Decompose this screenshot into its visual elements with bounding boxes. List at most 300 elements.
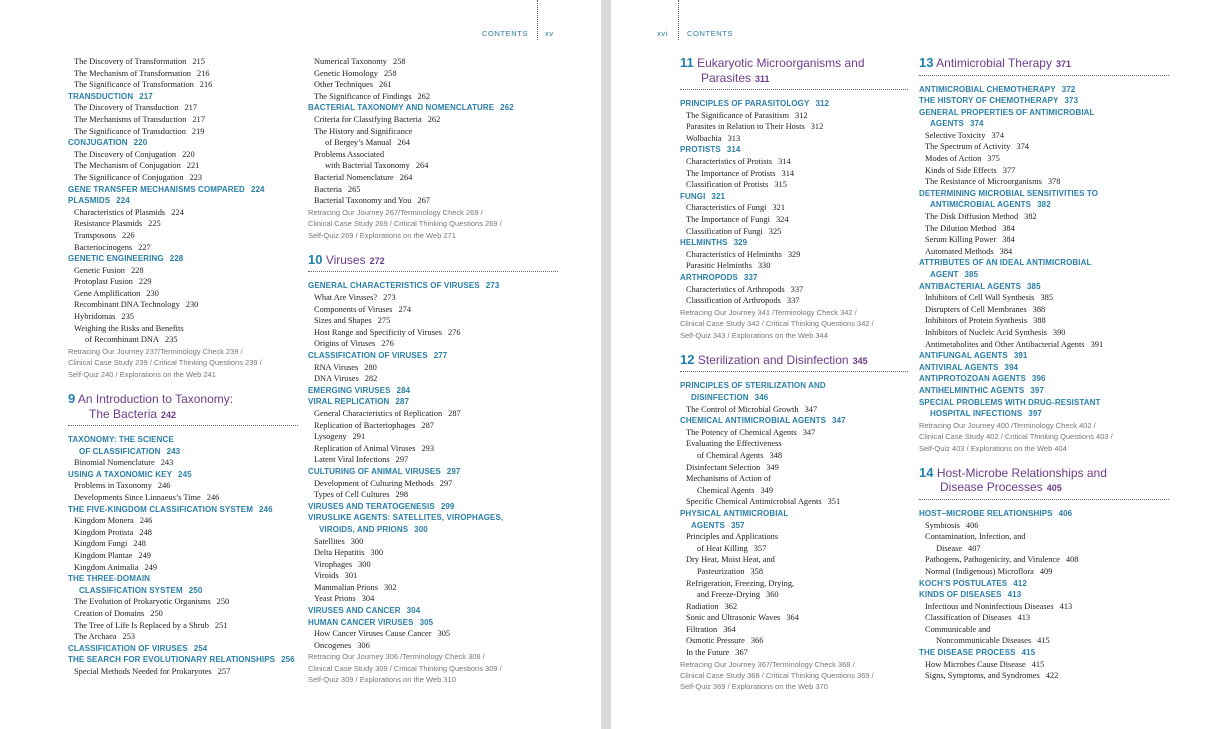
page-ref: 219 bbox=[191, 126, 205, 136]
section-heading-text: PLASMIDS bbox=[68, 196, 111, 206]
toc-entry-text: The Mechanism of Conjugation bbox=[74, 161, 181, 171]
page-ref: 347 bbox=[804, 404, 818, 414]
page-ref: 300 bbox=[350, 536, 364, 546]
page-ref: 215 bbox=[192, 57, 205, 66]
toc-entry-text: Development of Culturing Methods bbox=[314, 478, 434, 488]
page-ref: 221 bbox=[186, 161, 200, 171]
chapter-name: The Bacteria bbox=[89, 406, 158, 421]
toc-entry-text: The Significance of Transduction bbox=[74, 126, 186, 136]
toc-entry-text: Protoplast Fusion bbox=[74, 277, 133, 287]
toc-entry bbox=[308, 160, 558, 172]
page-ref: 384 bbox=[1002, 235, 1015, 245]
toc-entry-text: Osmotic Pressure bbox=[686, 636, 745, 646]
toc-entry bbox=[680, 496, 908, 508]
chapter-number: 14 bbox=[919, 464, 934, 480]
toc-entry-text: Genetic Fusion bbox=[74, 265, 125, 275]
chapter-rule bbox=[680, 86, 908, 90]
page-ref: 413 bbox=[1059, 601, 1073, 611]
toc-entry-text: Yeast Prions bbox=[314, 594, 356, 604]
end-matter-line: Clinical Case Study 309 / Critical Thinking Questions 309 / bbox=[308, 663, 502, 673]
toc-entry-text: Recombinant DNA Technology bbox=[74, 300, 180, 310]
page-ref: 258 bbox=[383, 68, 397, 78]
section-heading-text: HOSPITAL INFECTIONS bbox=[930, 409, 1023, 419]
chapter-page: 242 bbox=[161, 409, 177, 420]
section-heading-text: DETERMINING MICROBIAL SENSITIVITIES TO bbox=[919, 188, 1099, 198]
toc-entry-text: Classification of Fungi bbox=[686, 226, 763, 236]
toc-entry bbox=[680, 121, 908, 133]
page-ref: 216 bbox=[199, 80, 213, 90]
section-heading bbox=[919, 350, 1169, 362]
chapter-title bbox=[680, 56, 908, 71]
section-heading-text: VIRUSES AND TERATOGENESIS bbox=[308, 501, 435, 511]
page-ref: 351 bbox=[827, 497, 841, 507]
toc-entry bbox=[308, 431, 558, 443]
toc-entry bbox=[308, 327, 558, 339]
toc-entry bbox=[308, 149, 558, 161]
toc-entry-text: Bacterial Nomenclature bbox=[314, 172, 394, 182]
page-ref: 264 bbox=[399, 172, 413, 182]
toc-entry bbox=[68, 666, 298, 678]
section-heading bbox=[680, 98, 908, 110]
toc-entry bbox=[919, 339, 1169, 351]
page-ref: 415 bbox=[1031, 659, 1045, 669]
page-ref: 330 bbox=[757, 261, 771, 271]
toc-entry-text: Specific Chemical Antimicrobial Agents bbox=[686, 497, 822, 507]
page-ref: 384 bbox=[999, 246, 1013, 256]
toc-entry bbox=[308, 478, 558, 490]
section-heading bbox=[68, 643, 298, 655]
toc-entry-text: Infectious and Noninfectious Diseases bbox=[925, 601, 1054, 611]
section-heading bbox=[68, 469, 298, 481]
section-heading-text: EMERGING VIRUSES bbox=[308, 385, 391, 395]
toc-entry-text: Pathogens, Pathogenicity, and Virulence bbox=[925, 555, 1060, 565]
toc-entry-text: of Bergey’s Manual bbox=[325, 138, 392, 148]
section-heading bbox=[680, 237, 908, 249]
section-heading bbox=[680, 380, 908, 392]
page-ref: 364 bbox=[723, 624, 736, 634]
page-ref: 391 bbox=[1013, 351, 1028, 361]
toc-entry-text: Virophages bbox=[314, 559, 353, 569]
chapter-rule bbox=[919, 496, 1169, 500]
toc-entry-text: The Importance of Fungi bbox=[686, 214, 770, 224]
section-heading bbox=[680, 415, 908, 427]
toc-entry-text: How Microbes Cause Disease bbox=[925, 659, 1026, 669]
page-number bbox=[545, 29, 554, 38]
toc-entry-text: Disrupters of Cell Membranes bbox=[925, 304, 1027, 314]
toc-entry bbox=[308, 570, 558, 582]
page-ref: 254 bbox=[193, 643, 208, 653]
toc-entry-text: Wolbachia bbox=[686, 133, 722, 143]
toc-entry-text: RNA Viruses bbox=[314, 362, 359, 372]
chapter-page: 405 bbox=[1046, 483, 1062, 494]
page-ref: 287 bbox=[421, 420, 434, 430]
toc-entry bbox=[308, 547, 558, 559]
toc-entry bbox=[680, 214, 908, 226]
toc-entry bbox=[680, 589, 908, 601]
toc-entry-text: What Are Viruses? bbox=[314, 293, 378, 303]
toc-entry bbox=[680, 179, 908, 191]
chapter-name: An Introduction to Taxonomy: bbox=[77, 392, 234, 407]
section-heading bbox=[919, 578, 1169, 590]
toc-entry bbox=[919, 153, 1169, 165]
section-heading bbox=[919, 647, 1169, 659]
page-ref: 265 bbox=[347, 184, 361, 194]
section-heading bbox=[68, 195, 298, 207]
page-ref: 391 bbox=[1090, 339, 1104, 349]
page-ref: 304 bbox=[406, 606, 421, 616]
page-ref: 360 bbox=[766, 590, 779, 600]
page-ref: 225 bbox=[148, 219, 161, 229]
toc-entry-text: Kingdom Plantae bbox=[74, 551, 133, 560]
page-ref: 301 bbox=[344, 571, 358, 581]
page-ref: 373 bbox=[1064, 96, 1079, 106]
end-matter-line: Clinical Case Study 239 / Critical Thinking Questions 239 / bbox=[68, 358, 262, 368]
chapter-name: Host-Microbe Relationships and bbox=[936, 465, 1107, 480]
section-heading-text: ARTHROPODS bbox=[680, 272, 738, 282]
toc-entry-text: Symbiosis bbox=[925, 520, 960, 530]
chapter-title bbox=[680, 353, 908, 369]
page-ref: 224 bbox=[116, 196, 130, 206]
toc-entry bbox=[919, 670, 1169, 682]
toc-entry-text: The Mechanisms of Transduction bbox=[74, 114, 187, 124]
section-heading-text: SPECIAL PROBLEMS WITH DRUG-RESISTANT bbox=[919, 397, 1101, 407]
toc-entry-text: DNA Viruses bbox=[314, 374, 359, 384]
page-ref: 246 bbox=[157, 481, 171, 491]
toc-entry-text: Delta Hepatitis bbox=[314, 548, 365, 558]
section-heading bbox=[919, 269, 1169, 281]
section-heading-text: KINDS OF DISEASES bbox=[919, 590, 1002, 600]
toc-entry bbox=[68, 631, 298, 643]
page-ref: 261 bbox=[379, 80, 392, 90]
section-heading bbox=[308, 512, 558, 524]
toc-entry bbox=[919, 531, 1169, 543]
end-matter-line: Clinical Case Study 269 / Critical Thinking Questions 269 / bbox=[308, 219, 502, 229]
toc-entry bbox=[308, 593, 558, 605]
toc-entry-text: The Mechanism of Transformation bbox=[74, 68, 191, 78]
page-ref: 357 bbox=[753, 543, 767, 553]
page-ref: 406 bbox=[965, 520, 979, 530]
toc-entry bbox=[68, 149, 298, 161]
page-ref: 217 bbox=[192, 114, 205, 124]
toc-entry bbox=[919, 292, 1169, 304]
toc-entry-text: Noncommunicable Diseases bbox=[936, 636, 1032, 646]
toc-entry bbox=[680, 438, 908, 450]
toc-entry bbox=[68, 207, 298, 219]
section-heading-text: GENERAL PROPERTIES OF ANTIMICROBIAL bbox=[919, 107, 1095, 117]
page-ref: 275 bbox=[377, 316, 391, 326]
end-matter-line: Retracing Our Journey 237/Terminology Check 239 / bbox=[68, 346, 243, 356]
section-heading bbox=[68, 573, 298, 585]
end-matter-line: Self-Quiz 240 / Explorations on the Web 241 bbox=[68, 369, 216, 379]
page-ref: 324 bbox=[775, 214, 789, 224]
section-heading bbox=[68, 434, 298, 446]
end-matter-line: Self-Quiz 269 / Explorations on the Web 271 bbox=[308, 230, 456, 240]
page-ref: 314 bbox=[726, 145, 741, 155]
page-ref: 297 bbox=[439, 478, 453, 488]
chapter-title bbox=[68, 392, 298, 407]
chapter-name: Eukaryotic Microorganisms and bbox=[697, 56, 865, 70]
toc-entry bbox=[68, 299, 298, 311]
toc-column bbox=[680, 56, 908, 693]
toc-entry-text: Principles and Applications bbox=[686, 532, 779, 542]
page-ref: 299 bbox=[440, 501, 455, 511]
page-ref: 312 bbox=[795, 110, 808, 120]
toc-entry bbox=[308, 640, 558, 652]
header-divider bbox=[678, 0, 679, 40]
page-ref: 304 bbox=[361, 594, 375, 604]
page-ref: 256 bbox=[281, 655, 295, 665]
chapter-name: Sterilization and Disinfection bbox=[697, 352, 849, 367]
toc-entry-text: The Evolution of Prokaryotic Organisms bbox=[74, 597, 211, 607]
page-ref: 243 bbox=[166, 446, 181, 456]
toc-entry-text: The Resistance of Microorganisms bbox=[925, 177, 1042, 187]
end-matter-line: Self-Quiz 403 / Explorations on the Web 404 bbox=[919, 443, 1067, 453]
toc-entry-text: The Significance of Findings bbox=[314, 91, 412, 101]
toc-entry bbox=[68, 480, 298, 492]
toc-entry bbox=[680, 260, 908, 272]
page-ref: 397 bbox=[1028, 409, 1042, 419]
section-heading bbox=[919, 118, 1169, 130]
toc-entry-text: Refrigeration, Freezing, Drying, bbox=[686, 578, 795, 588]
page-ref: 374 bbox=[1016, 142, 1029, 152]
toc-entry-text: Developments Since Linnaeus’s Time bbox=[74, 493, 201, 503]
toc-entry-text: General Characteristics of Replication bbox=[314, 408, 443, 418]
section-heading-text: GENE TRANSFER MECHANISMS COMPARED bbox=[68, 184, 245, 194]
page-ref: 287 bbox=[448, 408, 461, 418]
section-heading-text: CULTURING OF ANIMAL VIRUSES bbox=[308, 466, 441, 476]
section-heading-text: THE HISTORY OF CHEMOTHERAPY bbox=[919, 96, 1059, 106]
section-heading-text: CHEMICAL ANTIMICROBIAL AGENTS bbox=[680, 416, 827, 426]
toc-entry-text: Hybridomas bbox=[74, 312, 116, 322]
page-ref: 312 bbox=[810, 122, 824, 132]
toc-entry bbox=[680, 156, 908, 168]
section-heading-text: KOCH’S POSTULATES bbox=[919, 578, 1008, 588]
section-heading-text: FUNGI bbox=[680, 191, 706, 201]
end-matter-line: Retracing Our Journey 341 /Terminology Check 342 / bbox=[680, 307, 857, 317]
toc-entry bbox=[680, 133, 908, 145]
toc-entry-text: Lysogeny bbox=[314, 432, 347, 442]
toc-entry bbox=[68, 160, 298, 172]
page-ref: 224 bbox=[250, 184, 265, 194]
section-heading bbox=[919, 107, 1169, 119]
chapter-name: Parasites bbox=[701, 70, 752, 85]
page-ref: 246 bbox=[259, 504, 273, 514]
page-ref: 415 bbox=[1037, 636, 1050, 646]
toc-entry-text: The Significance of Parasitism bbox=[686, 110, 790, 120]
toc-entry bbox=[68, 68, 298, 80]
toc-entry-text: Gene Amplification bbox=[74, 288, 141, 298]
toc-entry-text: Serum Killing Power bbox=[925, 235, 997, 245]
toc-entry bbox=[919, 601, 1169, 613]
section-heading bbox=[68, 137, 298, 149]
toc-entry bbox=[308, 489, 558, 501]
section-heading bbox=[919, 257, 1169, 269]
toc-entry-text: Bacterial Taxonomy and You bbox=[314, 196, 412, 206]
toc-column bbox=[919, 56, 1169, 682]
toc-entry bbox=[308, 338, 558, 350]
page-ref: 314 bbox=[781, 168, 795, 178]
section-heading bbox=[919, 408, 1169, 420]
toc-entry bbox=[308, 292, 558, 304]
toc-entry bbox=[919, 520, 1169, 532]
running-head bbox=[687, 29, 733, 38]
chapter-rule bbox=[919, 72, 1169, 76]
page-ref: 300 bbox=[414, 524, 428, 534]
toc-entry-text: The Potency of Chemical Agents bbox=[686, 427, 797, 437]
toc-entry bbox=[308, 184, 558, 196]
page-ref: 390 bbox=[1052, 327, 1066, 337]
toc-entry bbox=[68, 562, 298, 574]
section-heading-text: THE THREE-DOMAIN bbox=[68, 574, 151, 584]
page-ref: 374 bbox=[969, 119, 984, 129]
page-ref: 382 bbox=[1024, 212, 1037, 222]
page-ref: 413 bbox=[1007, 590, 1022, 600]
page-ref: 277 bbox=[433, 351, 448, 360]
end-matter-line: Retracing Our Journey 400 /Terminology Check 402 / bbox=[919, 420, 1096, 430]
toc-entry-text: Evaluating the Effectiveness bbox=[686, 439, 782, 449]
section-heading bbox=[308, 524, 558, 536]
toc-entry bbox=[308, 582, 558, 594]
toc-entry bbox=[68, 172, 298, 184]
section-heading-text: VIRUSLIKE AGENTS: SATELLITES, VIROPHAGES, bbox=[308, 513, 504, 523]
page-ref: 287 bbox=[395, 397, 410, 407]
page-ref: 220 bbox=[133, 138, 148, 148]
toc-entry-text: Host Range and Specificity of Viruses bbox=[314, 327, 442, 337]
toc-entry bbox=[308, 408, 558, 420]
toc-entry-text: and Freeze-Drying bbox=[697, 590, 761, 600]
page-ref: 267 bbox=[417, 196, 430, 206]
toc-entry bbox=[680, 249, 908, 261]
toc-entry bbox=[68, 550, 298, 562]
section-heading-text: DISINFECTION bbox=[691, 393, 749, 402]
toc-entry bbox=[308, 362, 558, 374]
toc-entry-text: with Bacterial Taxonomy bbox=[325, 161, 410, 171]
section-heading-text: ANTIVIRAL AGENTS bbox=[919, 362, 999, 372]
toc-entry bbox=[68, 515, 298, 527]
toc-entry-text: of Chemical Agents bbox=[697, 450, 764, 460]
section-heading bbox=[308, 385, 558, 397]
page-ref: 250 bbox=[150, 608, 163, 618]
section-heading bbox=[68, 253, 298, 265]
section-heading bbox=[680, 144, 908, 156]
toc-entry bbox=[680, 543, 908, 555]
page-ref: 329 bbox=[733, 238, 748, 248]
page-ref: 337 bbox=[743, 272, 758, 282]
end-matter-line: Clinical Case Study 342 / Critical Thinking Questions 342 / bbox=[680, 319, 874, 329]
page-ref: 397 bbox=[1030, 385, 1045, 395]
page-ref: 407 bbox=[968, 543, 981, 553]
page-ref: 273 bbox=[485, 281, 500, 291]
page-ref: 305 bbox=[419, 617, 434, 627]
toc-entry bbox=[680, 295, 908, 307]
section-heading bbox=[680, 191, 908, 203]
toc-entry bbox=[680, 450, 908, 462]
page-ref: 298 bbox=[395, 490, 409, 500]
section-heading-text: CLASSIFICATION OF VIRUSES bbox=[308, 351, 428, 360]
section-heading bbox=[308, 605, 558, 617]
page-ref: 412 bbox=[1013, 578, 1027, 588]
page-ref: 291 bbox=[352, 432, 366, 442]
page-ref: 228 bbox=[130, 265, 144, 275]
section-heading-text: ANTIMICROBIAL CHEMOTHERAPY bbox=[919, 84, 1056, 94]
toc-entry bbox=[680, 578, 908, 590]
toc-entry-text: Kingdom Monera bbox=[74, 516, 134, 526]
page-ref: 276 bbox=[381, 339, 394, 349]
page-ref: 394 bbox=[1004, 362, 1019, 372]
section-heading-text: PROTISTS bbox=[680, 145, 721, 155]
chapter-page: 311 bbox=[755, 73, 770, 84]
end-matter-line: Retracing Our Journey 367/Terminology Check 368 / bbox=[680, 659, 855, 669]
toc-entry-text: The Importance of Protists bbox=[686, 168, 776, 178]
section-heading-text: VIRAL REPLICATION bbox=[308, 397, 390, 407]
toc-entry bbox=[308, 137, 558, 149]
toc-entry bbox=[919, 223, 1169, 235]
toc-entry bbox=[68, 230, 298, 242]
section-heading bbox=[308, 396, 558, 408]
section-heading-text: THE SEARCH FOR EVOLUTIONARY RELATIONSHIPS bbox=[68, 655, 276, 665]
toc-entry-text: Viroids bbox=[314, 571, 339, 581]
toc-entry-text: Characteristics of Fungi bbox=[686, 203, 767, 213]
toc-entry-text: Selective Toxicity bbox=[925, 130, 986, 140]
toc-entry-text: Automated Methods bbox=[925, 246, 994, 256]
section-heading bbox=[919, 281, 1169, 293]
toc-entry bbox=[919, 130, 1169, 142]
toc-entry-text: Characteristics of Helminths bbox=[686, 249, 782, 259]
section-heading bbox=[919, 188, 1169, 200]
toc-entry bbox=[308, 443, 558, 455]
page-ref: 325 bbox=[768, 226, 782, 236]
toc-entry bbox=[68, 457, 298, 469]
toc-entry bbox=[680, 404, 908, 416]
toc-entry-text: Mammalian Prions bbox=[314, 582, 378, 592]
toc-entry bbox=[680, 168, 908, 180]
section-heading-text: PRINCIPLES OF PARASITOLOGY bbox=[680, 99, 810, 108]
section-heading-text: AGENT bbox=[930, 270, 959, 279]
page-ref: 358 bbox=[750, 566, 764, 576]
toc-entry-text: Filtration bbox=[686, 624, 718, 634]
page-ref: 250 bbox=[188, 585, 203, 595]
page-ref: 300 bbox=[370, 548, 384, 558]
toc-entry-text: The Tree of Life Is Replaced by a Shrub bbox=[74, 620, 209, 630]
page-ref: 230 bbox=[146, 288, 159, 298]
page-ref: 314 bbox=[778, 156, 791, 166]
chapter-page: 272 bbox=[369, 255, 385, 266]
toc-entry bbox=[680, 635, 908, 647]
section-heading bbox=[68, 446, 298, 458]
page-ref: 253 bbox=[122, 632, 136, 642]
page-ref: 226 bbox=[122, 230, 135, 240]
page-ref: 357 bbox=[730, 520, 745, 530]
toc-entry-text: Oncogenes bbox=[314, 640, 352, 650]
toc-entry-text: The Dilution Method bbox=[925, 223, 997, 233]
section-heading bbox=[919, 385, 1169, 397]
page-ref: 216 bbox=[197, 68, 210, 78]
page-ref: 422 bbox=[1045, 671, 1059, 681]
section-heading-text: THE DISEASE PROCESS bbox=[919, 648, 1016, 658]
toc-entry-text: Normal (Indigenous) Microflora bbox=[925, 566, 1034, 576]
toc-entry bbox=[68, 79, 298, 91]
page-ref: 302 bbox=[383, 582, 397, 592]
page-ref: 274 bbox=[398, 304, 411, 314]
toc-entry bbox=[68, 242, 298, 254]
toc-entry bbox=[68, 608, 298, 620]
toc-entry-text: Bacteria bbox=[314, 184, 342, 194]
section-heading bbox=[919, 199, 1169, 211]
section-heading bbox=[68, 504, 298, 516]
toc-entry bbox=[68, 126, 298, 138]
chapter-name: Antimicrobial Therapy bbox=[936, 56, 1052, 70]
page-ref: 257 bbox=[217, 666, 231, 676]
